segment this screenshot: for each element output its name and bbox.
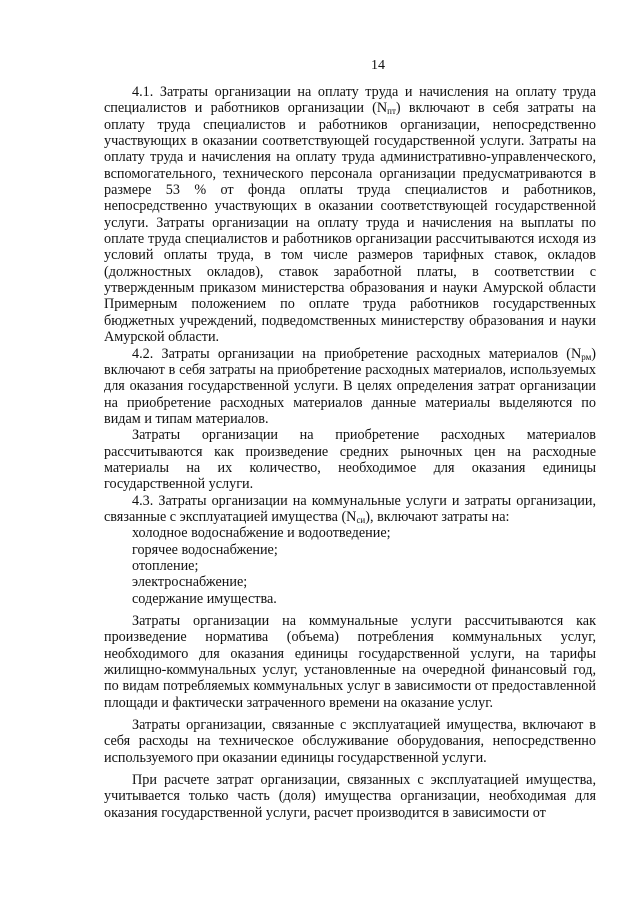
list-item: отопление;: [132, 557, 199, 574]
paragraph-4-1: [104, 84, 596, 346]
paragraph-property-cost: Затраты организации, связанные с эксплуатацией имущества, включают в себя расходы на техническое обслуживание оборудования, непосредственно используемого при оказании единицы государственной услуги.: [104, 717, 596, 766]
paragraph-4-1-text-start: 4.1. Затраты организации на оплату труда и начисления на оплату труда специалистов и работников организации (N: [104, 84, 596, 117]
paragraph-4-2: [104, 346, 596, 428]
subscript-rm: рм: [581, 351, 592, 362]
subscript-pt: пт: [387, 106, 396, 117]
list-item: электроснабжение;: [132, 574, 248, 591]
utilities-list: [104, 525, 596, 607]
paragraph-4-2-text-end: ) включают в себя затраты на приобретение расходных материалов, используемых для оказания государственной услуги. В целях определения затрат организации на приобретение расходных материалов данные материалы выделяются по видам и типам материалов.: [104, 345, 596, 427]
paragraph-utilities-cost: Затраты организации на коммунальные услуги рассчитываются как произведение норматива (объема) потребления коммунальных услуг, необходимого для оказания единицы государственной услуги, на тарифы жилищно-коммунальных услуг, установленные на очередной финансовый год, по видам потребляемых коммунальных услуг в зависимости от предоставленной площади и фактически затраченного времени на оказание услуг.: [104, 613, 596, 711]
list-item: содержание имущества.: [132, 590, 277, 607]
list-item: горячее водоснабжение;: [132, 541, 278, 558]
page-number: 14: [371, 58, 385, 73]
paragraph-4-3: [104, 493, 596, 526]
paragraph-materials-cost: Затраты организации на приобретение расходных материалов рассчитываются как произведение средних рыночных цен на расходные материалы на их количество, необходимое для оказания единицы государственной услуги.: [104, 427, 596, 493]
paragraph-4-1-text-end: ) включают в себя затраты на оплату труда специалистов и работников организации, непосредственно участвующих в оказании соответствующей государственной услуги. Затраты на оплату труда и начисления на оплату труда административно-управленческого, вспомогательного, технического персонала организации предусматриваются в размере 53 % от фонда оплаты труда специалистов и работников, непосредственно участвующих в оказании соответствующей государственной услуги. Затраты организации на оплату труда и начисления на выплаты по оплате труда специалистов и работников организации рассчитываются исходя из условий оплаты труда, в том числе размеров тарифных ставок, окладов (должностных окладов), ставок заработной платы, в соответствии с утвержденным приказом министерства образования и науки Амурской области Примерным положением по оплате труда работников государственных бюджетных учреждений, подведомственных министерству образования и науки Амурской области.: [104, 100, 596, 346]
paragraph-property-calc: При расчете затрат организации, связанных с эксплуатацией имущества, учитывается только часть (доля) имущества организации, необходимая для оказания государственной услуги, расчет производится в зависимости от: [104, 772, 596, 821]
list-item: холодное водоснабжение и водоотведение;: [132, 525, 391, 542]
subscript-si: си: [356, 514, 366, 525]
paragraph-4-3-text-start: 4.3. Затраты организации на коммунальные услуги и затраты организации, связанные с эксплуатацией имущества (N: [104, 492, 596, 525]
paragraph-4-3-text-end: ), включают затраты на:: [365, 508, 510, 525]
paragraph-4-2-text-start: 4.2. Затраты организации на приобретение расходных материалов (N: [132, 345, 582, 362]
